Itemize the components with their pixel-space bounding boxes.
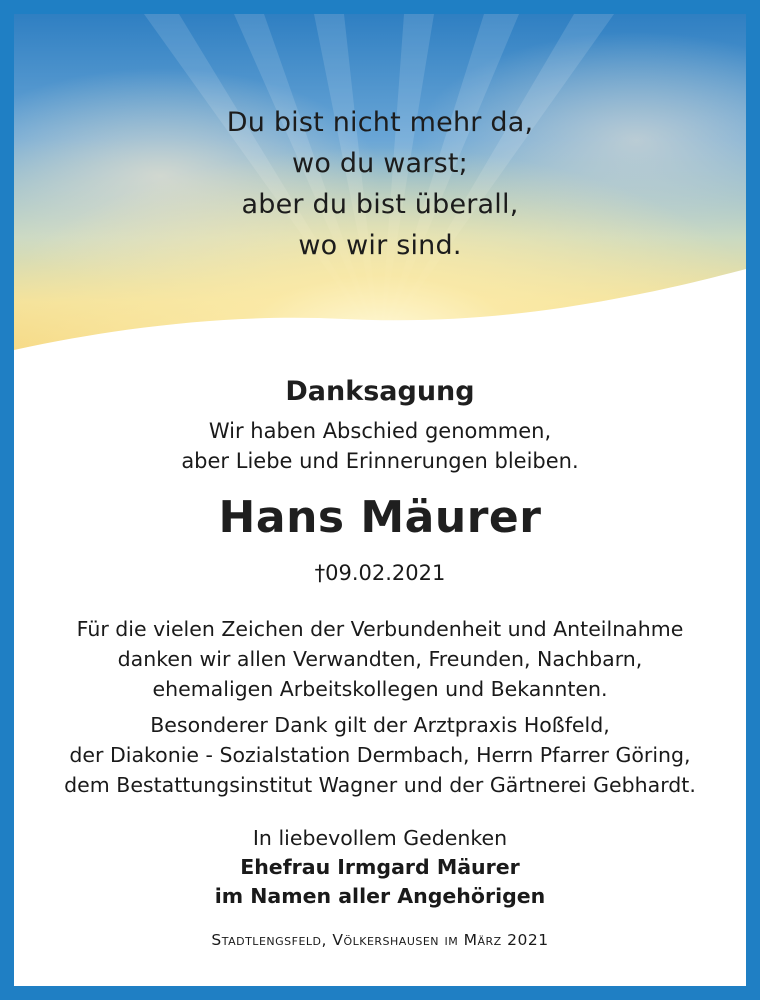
intro-line: Wir haben Abschied genommen, xyxy=(208,419,552,443)
thanks-line: ehemaligen Arbeitskollegen und Bekannten. xyxy=(152,677,608,701)
death-date: †09.02.2021 xyxy=(314,561,446,585)
intro-text xyxy=(14,416,746,476)
poem xyxy=(14,102,746,266)
signatory-line: im Namen aller Angehörigen xyxy=(214,884,546,908)
poem-line: wo wir sind. xyxy=(298,230,462,261)
signatories xyxy=(14,853,746,911)
special-thanks-text xyxy=(14,710,746,800)
special-thanks-line: der Diakonie - Sozialstation Dermbach, Herrn Pfarrer Göring, xyxy=(69,743,691,767)
poem-line: Du bist nicht mehr da, xyxy=(226,107,534,138)
thanks-line: danken wir allen Verwandten, Freunden, Nachbarn, xyxy=(117,647,643,671)
notice-heading: Danksagung xyxy=(285,376,475,407)
special-thanks-line: dem Bestattungsinstitut Wagner und der Gärtnerei Gebhardt. xyxy=(64,773,696,797)
special-thanks-line: Besonderer Dank gilt der Arztpraxis Hoßfeld, xyxy=(150,713,610,737)
closing-text: In liebevollem Gedenken xyxy=(252,826,508,850)
poem-line: wo du warst; xyxy=(292,148,468,179)
signatory-line: Ehefrau Irmgard Mäurer xyxy=(240,855,520,879)
thanks-text xyxy=(14,614,746,704)
deceased-name: Hans Mäurer xyxy=(218,492,542,543)
place-date xyxy=(14,929,746,951)
intro-line: aber Liebe und Erinnerungen bleiben. xyxy=(181,449,579,473)
place-date-text: Stadtlengsfeld, Völkershausen im März 2021 xyxy=(211,931,549,949)
thanks-line: Für die vielen Zeichen der Verbundenheit und Anteilnahme xyxy=(76,617,684,641)
notice-body xyxy=(14,372,746,951)
poem-line: aber du bist überall, xyxy=(241,189,519,220)
